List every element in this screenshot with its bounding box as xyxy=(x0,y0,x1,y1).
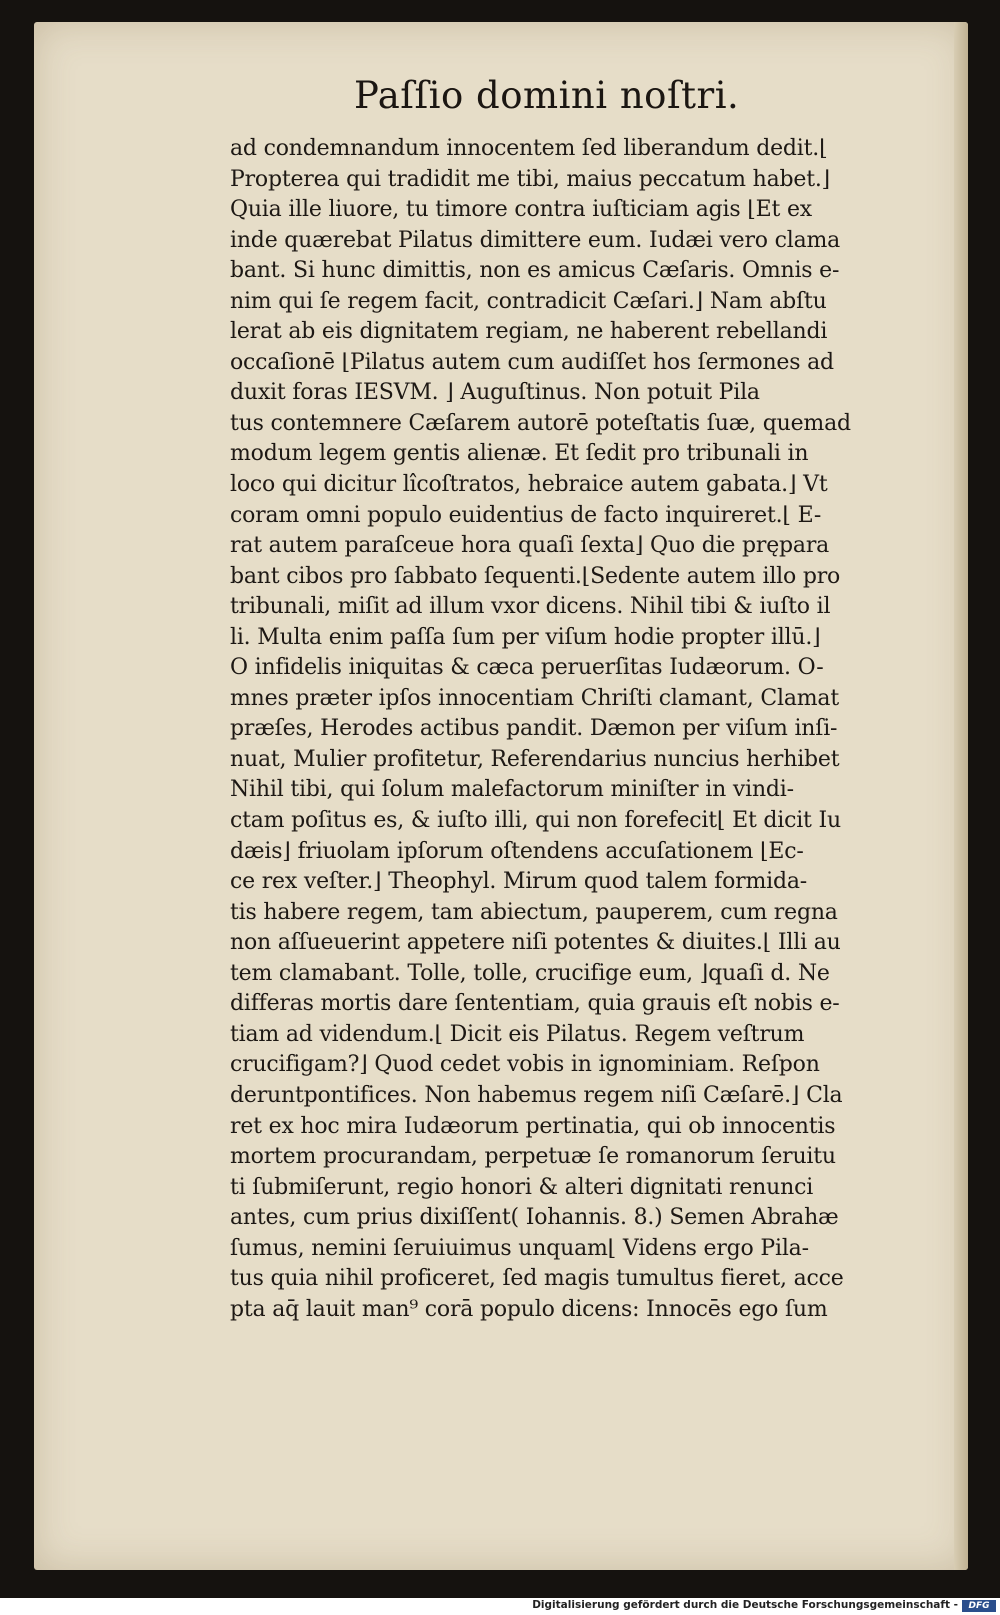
digitization-footer xyxy=(0,1598,1000,1615)
text-line: duxit foras IESVM. ⌋ Auguſtinus. Non potuit Pila xyxy=(230,380,760,406)
text-line: differas mortis dare ſententiam, quia grauis eſt nobis e- xyxy=(230,991,840,1017)
text-line: tus contemnere Cæſarem autorē poteſtatis ſuæ, quemad xyxy=(230,410,851,436)
text-line: lerat ab eis dignitatem regiam, ne haberent rebellandi xyxy=(230,319,828,345)
text-line: tribunali, miſit ad illum vxor dicens. Nihil tibi & iuſto il xyxy=(230,594,831,620)
text-line: coram omni populo euidentius de facto inquireret.⌊ E- xyxy=(230,502,822,528)
text-line: tiam ad videndum.⌊ Dicit eis Pilatus. Regem veſtrum xyxy=(230,1021,805,1047)
text-line: nuat, Mulier profitetur, Referendarius nuncius herhibet xyxy=(230,746,840,772)
running-head: Paſſio domini noſtri. xyxy=(354,74,740,117)
text-line: li. Multa enim paſſa ſum per viſum hodie propter illū.⌋ xyxy=(230,624,821,650)
text-line: loco qui dicitur lîcoſtratos, hebraice autem gabata.⌋ Vt xyxy=(230,472,828,498)
text-line: non aſſueuerint appetere niſi potentes & diuites.⌊ Illi au xyxy=(230,930,841,956)
text-line: bant cibos pro ſabbato ſequenti.⌊Sedente autem illo pro xyxy=(230,563,841,589)
text-line: mortem procurandam, perpetuæ ſe romanorum ſeruitu xyxy=(230,1144,836,1170)
page-edge xyxy=(954,22,968,1570)
text-line: nim qui ſe regem facit, contradicit Cæſari.⌋ Nam abſtu xyxy=(230,288,827,314)
footer-credit: Digitalisierung gefördert durch die Deutsche Forschungsgemeinschaft - xyxy=(532,1599,958,1611)
text-line: ctam poſitus es, & iuſto illi, qui non forefecit⌊ Et dicit Iu xyxy=(230,808,841,834)
text-line: bant. Si hunc dimittis, non es amicus Cæſaris. Omnis e- xyxy=(230,258,840,284)
text-line: Propterea qui tradidit me tibi, maius peccatum habet.⌋ xyxy=(230,166,831,192)
text-line: tus quia nihil proficeret, ſed magis tumultus fieret, acce xyxy=(230,1266,844,1292)
text-line: tem clamabant. Tolle, tolle, crucifige eum, ⌋quaſi d. Ne xyxy=(230,960,830,986)
text-line: deruntpontifices. Non habemus regem niſi Cæſarē.⌋ Cla xyxy=(230,1082,843,1108)
text-line: tis habere regem, tam abiectum, pauperem, cum regna xyxy=(230,899,838,925)
text-line: O infidelis iniquitas & cæca peruerſitas Iudæorum. O- xyxy=(230,655,824,681)
text-line: ſumus, nemini ſeruiuimus unquam⌊ Videns ergo Pila- xyxy=(230,1235,809,1261)
text-line: ce rex veſter.⌋ Theophyl. Mirum quod talem formida- xyxy=(230,869,807,895)
text-line: antes, cum prius dixiſſent( Iohannis. 8.) Semen Abrahæ xyxy=(230,1205,839,1231)
text-line: ad condemnandum innocentem ſed liberandum dedit.⌊ xyxy=(230,136,828,161)
text-line: præſes, Herodes actibus pandit. Dæmon per viſum inſi- xyxy=(230,716,838,742)
text-line: ti ſubmiſerunt, regio honori & alteri dignitati renunci xyxy=(230,1174,814,1200)
text-line: modum legem gentis alienæ. Et ſedit pro tribunali in xyxy=(230,441,809,467)
text-line: crucifigam?⌋ Quod cedet vobis in ignominiam. Reſpon xyxy=(230,1052,820,1078)
text-line: Nihil tibi, qui ſolum malefactorum miniſter in vindi- xyxy=(230,777,794,803)
text-line: inde quærebat Pilatus dimittere eum. Iudæi vero clama xyxy=(230,227,841,253)
text-line: Quia ille liuore, tu timore contra iuſticiam agis ⌊Et ex xyxy=(230,197,812,223)
body-text xyxy=(230,134,950,1325)
text-line: pta aq̄ lauit man⁹ corā populo dicens: Innocēs ego ſum xyxy=(230,1296,828,1322)
text-line: mnes præter ipſos innocentiam Chriſti clamant, Clamat xyxy=(230,685,839,711)
dfg-logo: DFG xyxy=(962,1600,996,1612)
text-line: ret ex hoc mira Iudæorum pertinatia, qui ob innocentis xyxy=(230,1113,836,1139)
book-page xyxy=(34,22,968,1570)
text-line: rat autem paraſceue hora quaſi ſexta⌋ Quo die prępara xyxy=(230,533,830,559)
text-line: dæis⌋ friuolam ipſorum oſtendens accuſationem ⌊Ec- xyxy=(230,838,804,864)
text-line: occaſionē ⌊Pilatus autem cum audiſſet hos ſermones ad xyxy=(230,349,834,375)
